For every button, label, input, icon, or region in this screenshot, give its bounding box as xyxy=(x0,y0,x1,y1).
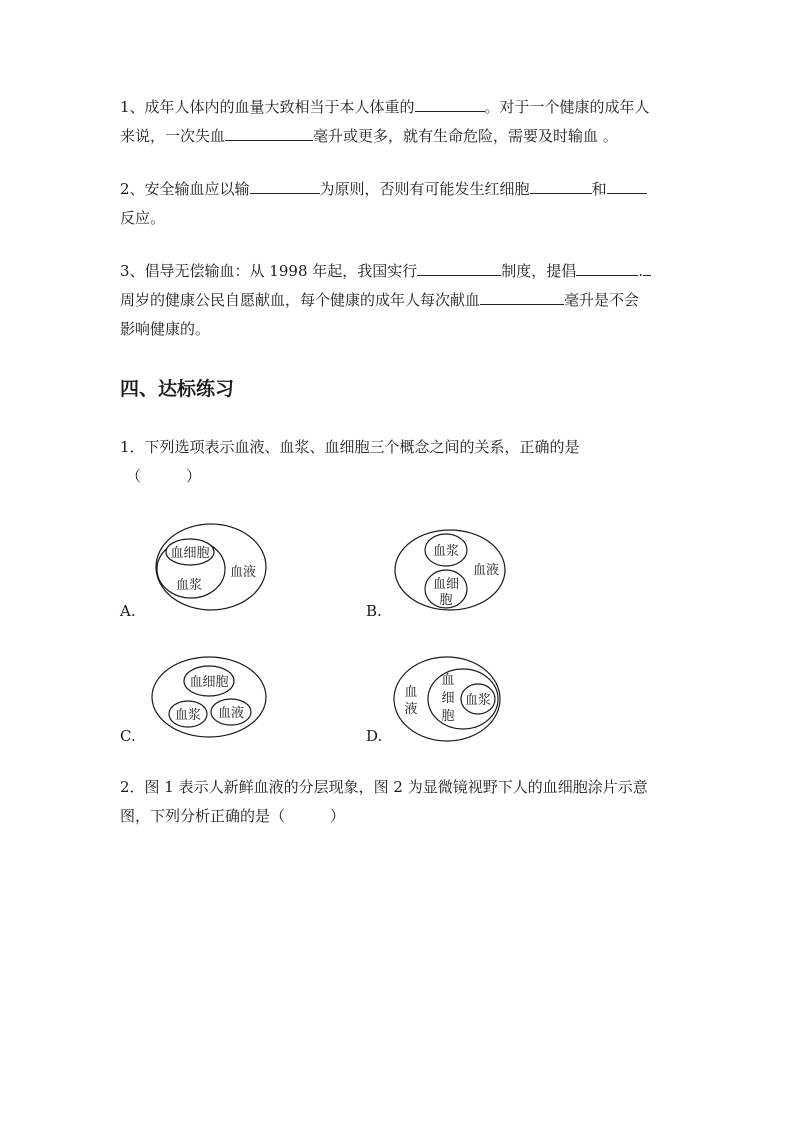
exercise-2-line-2: 图，下列分析正确的是（ ） xyxy=(120,807,346,825)
option-b-label[interactable]: B. xyxy=(366,602,382,620)
section-title: 四、达标练习 xyxy=(120,378,235,400)
answer-blank[interactable] xyxy=(225,122,313,141)
option-d-diagram xyxy=(393,656,505,742)
question-2-line-1: 2、安全输血应以输 为原则，否则有可能发生红细胞 和 xyxy=(120,175,676,204)
option-b-inner2b-text: 胞 xyxy=(439,593,453,608)
option-c-right-text: 血液 xyxy=(217,706,245,721)
exercise-1 xyxy=(120,433,676,491)
question-3-line-1: 3、倡导无偿输血：从 1998 年起，我国实行 制度，提倡 . xyxy=(120,257,676,286)
option-a-outer-text: 血液 xyxy=(229,565,257,580)
answer-blank[interactable] xyxy=(417,257,501,276)
option-d-outer-text-b: 液 xyxy=(404,702,418,717)
option-a-diagram xyxy=(155,523,267,611)
exercise-2 xyxy=(120,773,676,831)
question-3-line-2: 周岁的健康公民自愿献血，每个健康的成年人每次献血 毫升是不会 xyxy=(120,286,676,315)
option-d-label[interactable]: D. xyxy=(366,727,383,745)
exercise-2-line-1: 2．图 1 表示人新鲜血液的分层现象，图 2 为显微镜视野下人的血细胞涂片示意 xyxy=(120,778,648,796)
answer-blank[interactable] xyxy=(415,93,485,112)
option-d-mid-text-a: 血 xyxy=(441,673,455,688)
option-d-inner-text: 血浆 xyxy=(464,693,492,708)
question-1-line-2: 来说，一次失血 毫升或更多，就有生命危险，需要及时输血 。 xyxy=(120,122,676,151)
option-c-label[interactable]: C. xyxy=(120,727,136,745)
option-d-outer-text-a: 血 xyxy=(404,685,418,700)
answer-blank[interactable] xyxy=(576,257,638,276)
option-d-mid-text-c: 胞 xyxy=(441,709,455,724)
question-1-line-1: 1、成年人体内的血量大致相当于本人体重的 。对于一个健康的成年人 xyxy=(120,93,676,122)
question-3-line-3: 影响健康的。 xyxy=(120,320,211,338)
answer-blank[interactable] xyxy=(480,286,564,305)
answer-blank[interactable] xyxy=(530,175,592,194)
answer-blank[interactable] xyxy=(643,257,651,276)
option-c-diagram xyxy=(151,656,267,738)
option-c-top-text: 血细胞 xyxy=(189,675,229,690)
option-d-mid-text-b: 细 xyxy=(441,691,455,706)
option-c-left-text: 血浆 xyxy=(174,708,202,723)
option-a-label[interactable]: A. xyxy=(120,602,136,620)
option-b-outer-text: 血液 xyxy=(472,563,500,578)
option-b-inner1-text: 血浆 xyxy=(432,544,460,559)
option-a-inner1-text: 血细胞 xyxy=(170,546,210,561)
exercise-1-line-1: 1．下列选项表示血液、血浆、血细胞三个概念之间的关系，正确的是 xyxy=(120,438,580,456)
option-b-diagram xyxy=(394,529,506,611)
question-1 xyxy=(120,93,676,151)
answer-blank[interactable] xyxy=(607,175,647,194)
exercise-1-line-2: （ ） xyxy=(126,467,202,485)
question-2-line-2: 反应。 xyxy=(120,209,166,227)
option-a-inner2-text: 血浆 xyxy=(175,578,203,593)
option-b-inner2a-text: 血细 xyxy=(432,577,460,592)
answer-blank[interactable] xyxy=(250,175,320,194)
question-2 xyxy=(120,175,676,233)
question-3 xyxy=(120,257,676,344)
